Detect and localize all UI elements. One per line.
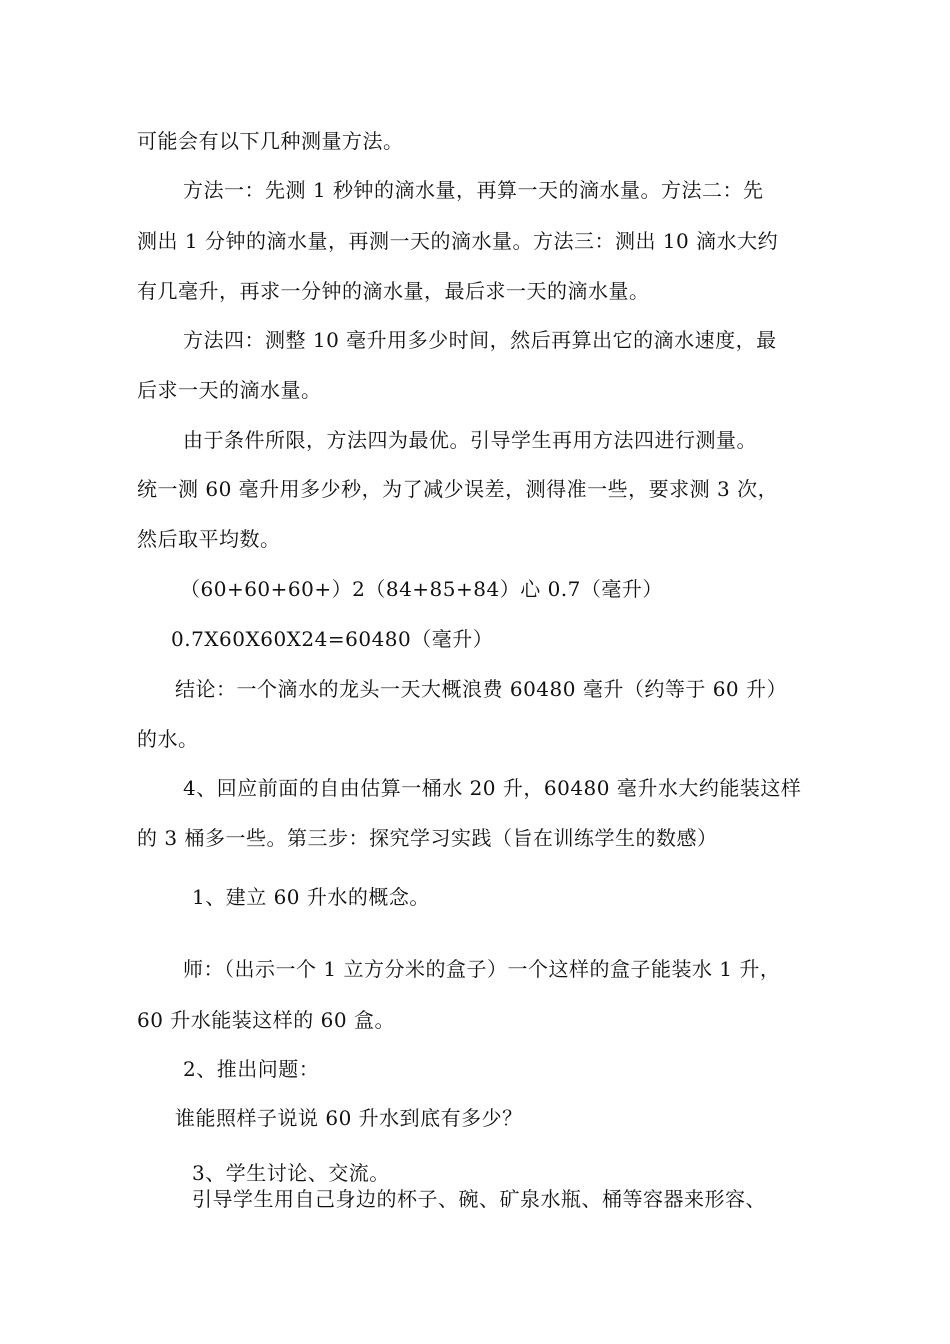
- text-line-15: 的 3 桶多一些。第三步：探究学习实践（旨在训练学生的数感）: [137, 826, 718, 850]
- text-line-8: 统一测 60 毫升用多少秒，为了减少误差，测得准一些，要求测 3 次，: [137, 477, 779, 501]
- text-line-19: 2、推出问题：: [183, 1057, 320, 1081]
- formula-line-2: 0.7X60X60X24=60480（毫升）: [171, 627, 494, 651]
- text-line-20: 谁能照样子说说 60 升水到底有多少？: [175, 1106, 523, 1130]
- text-line-13: 的水。: [137, 727, 199, 751]
- text-line-1: 可能会有以下几种测量方法。: [137, 129, 404, 153]
- text-line-12: 结论：一个滴水的龙头一天大概浪费 60480 毫升（约等于 60 升）: [175, 677, 788, 701]
- text-line-9: 然后取平均数。: [137, 527, 281, 551]
- text-line-22: 引导学生用自己身边的杯子、碗、矿泉水瓶、桶等容器来形容、: [192, 1187, 766, 1211]
- text-line-17: 师：（出示一个 1 立方分米的盒子）一个这样的盒子能装水 1 升，: [183, 957, 781, 981]
- text-line-16: 1、建立 60 升水的概念。: [192, 885, 430, 909]
- formula-line-1: （60+60+60+）2（84+85+84）心 0.7（毫升）: [180, 577, 663, 601]
- text-line-5: 方法四：测整 10 毫升用多少时间，然后再算出它的滴水速度，最: [183, 328, 777, 352]
- text-line-18: 60 升水能装这样的 60 盒。: [137, 1008, 395, 1032]
- text-line-7: 由于条件所限，方法四为最优。引导学生再用方法四进行测量。: [183, 428, 757, 452]
- text-line-6: 后求一天的滴水量。: [137, 378, 322, 402]
- text-line-3: 测出 1 分钟的滴水量，再测一天的滴水量。方法三：测出 10 滴水大约: [137, 229, 779, 253]
- text-line-14: 4、回应前面的自由估算一桶水 20 升，60480 毫升水大约能装这样: [183, 776, 802, 800]
- text-line-21: 3、学生讨论、交流。: [192, 1161, 390, 1185]
- text-line-4: 有几毫升，再求一分钟的滴水量，最后求一天的滴水量。: [137, 279, 650, 303]
- text-line-2: 方法一：先测 1 秒钟的滴水量，再算一天的滴水量。方法二：先: [183, 178, 764, 202]
